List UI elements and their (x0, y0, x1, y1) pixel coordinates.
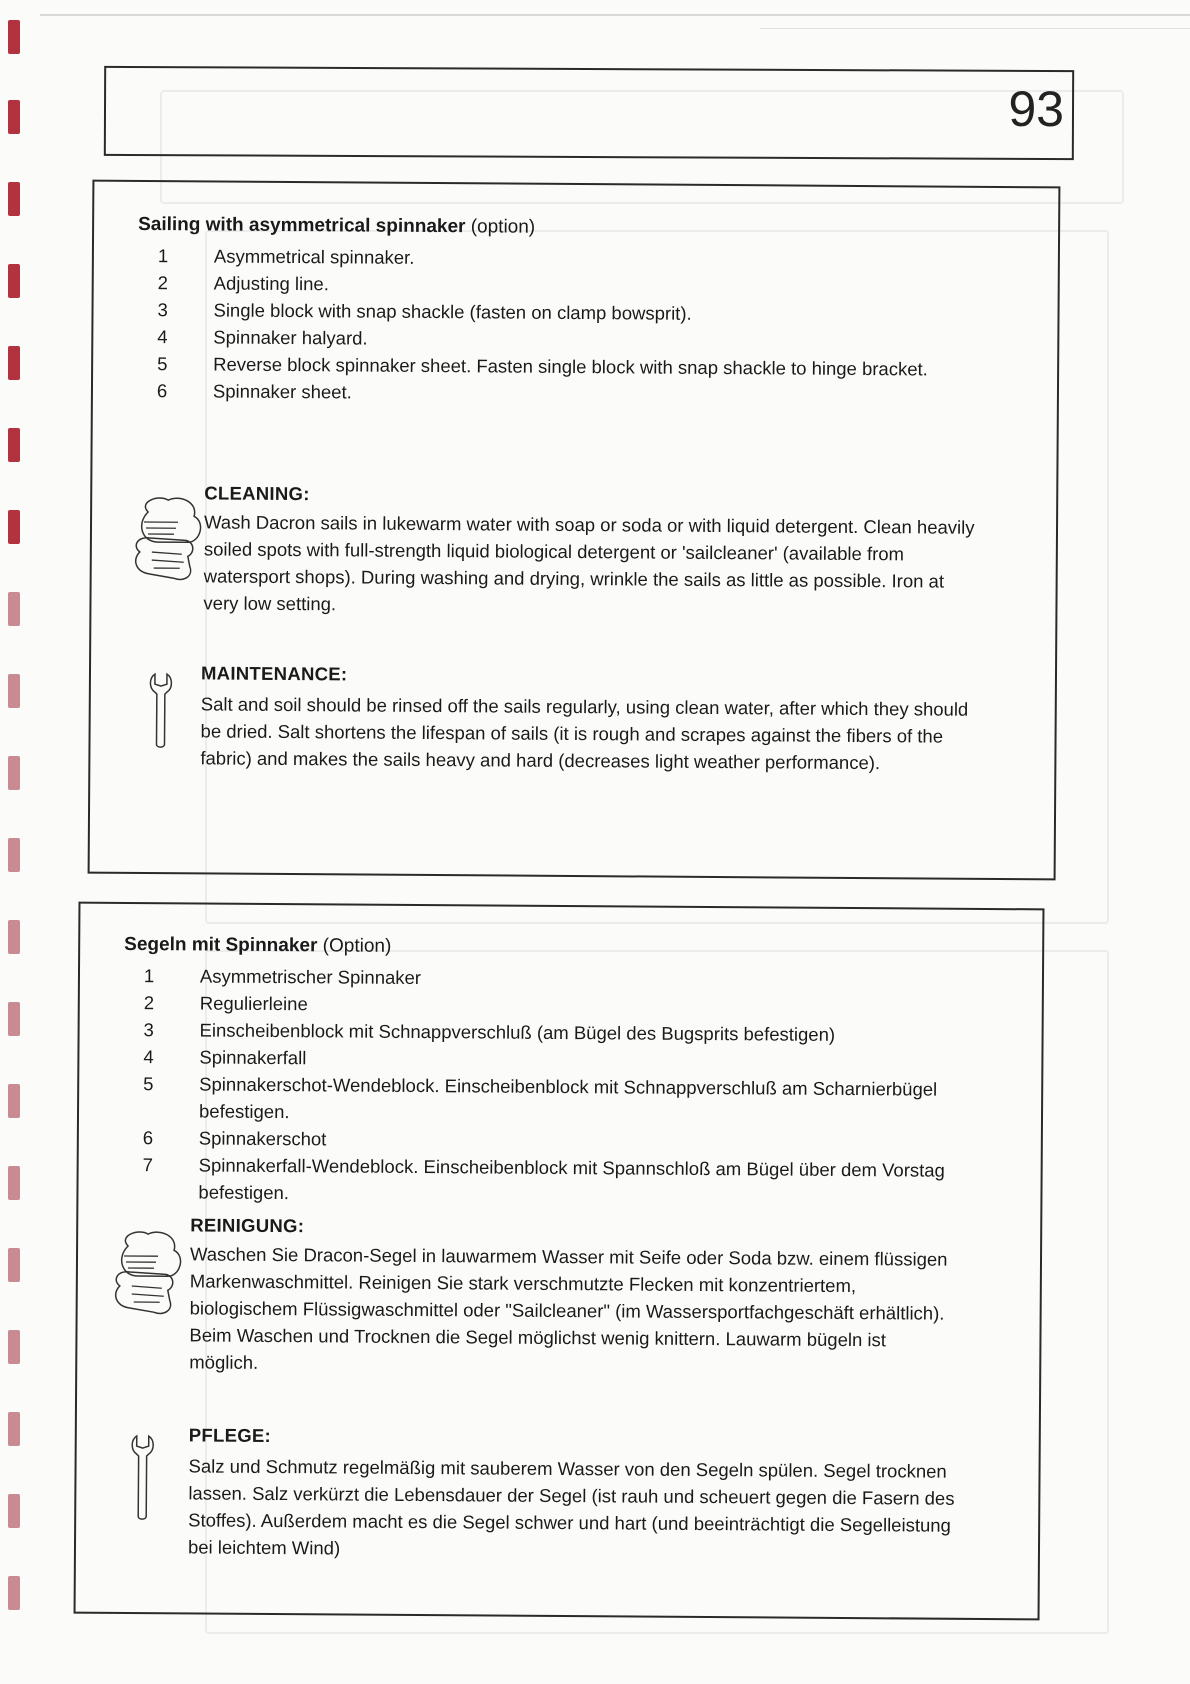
english-section (88, 180, 1061, 881)
item-number: 1 (143, 965, 155, 987)
header-box (104, 66, 1074, 160)
item-number: 7 (142, 1154, 154, 1176)
binding-hole (8, 1330, 20, 1364)
item-number: 5 (157, 353, 168, 375)
binding-hole (8, 1576, 20, 1610)
section-title (138, 214, 535, 239)
item-text: Einscheibenblock mit Schnappverschluß (am Bügel des Bugsprits befestigen) (199, 1019, 836, 1045)
section-title-bold: Sailing with asymmetrical spinnaker (138, 213, 466, 238)
binding-hole (8, 100, 20, 134)
item-number: 2 (143, 992, 155, 1014)
item-text: Asymmetrischer Spinnaker (199, 965, 422, 989)
maintenance-heading: MAINTENANCE: (200, 662, 348, 685)
binding-hole (8, 756, 20, 790)
binding-hole (8, 428, 20, 462)
german-section (74, 902, 1045, 1621)
binding-hole (8, 1248, 20, 1282)
maintenance-text: Salt and soil should be rinsed off the sails regularly, using clean water, after which they should be dried. Salt shortens the lifespan of sails (it is rough and scrapes against the fibers of the fabric) and makes the sails heavy and hard (decreases light weather performance). (200, 693, 969, 774)
item-text: Spinnaker halyard. (213, 326, 368, 349)
binding-hole (8, 1166, 20, 1200)
section-title-suffix: (Option) (322, 935, 392, 957)
binding-hole (8, 838, 20, 872)
item-number: 5 (143, 1073, 154, 1095)
wrench-icon (128, 1432, 159, 1522)
page-number: 93 (1008, 80, 1065, 138)
cleaning-text: Waschen Sie Dracon-Segel in lauwarmem Wasser mit Seife oder Soda bzw. einem flüssigen Markenwaschmittel. Reinigen Sie stark verschmutzte Flecken mit konzentriertem, biologischem Flüssigwaschmittel oder "Sailcleaner" (im Wassersportfachgeschäft erhältlich). Beim Waschen und Trocknen die Segel möglichst wenig knittern. Lauwarm bügeln ist möglich. (189, 1243, 948, 1373)
cleaning-heading: CLEANING: (204, 482, 310, 505)
binding-hole (8, 1084, 20, 1118)
item-number: 6 (156, 380, 168, 402)
care-heading: PFLEGE: (188, 1424, 272, 1446)
cleaning-text: Wash Dacron sails in lukewarm water with soap or soda or with liquid detergent. Clean heavily soiled spots with full-strength liquid biological detergent or 'sailcleaner' (available from watersport shops). During washing and drying, wrinkle the sails as little as possible. Iron at very low setting. (203, 511, 975, 615)
wrench-icon (146, 670, 177, 750)
item-number: 3 (143, 1019, 154, 1041)
binding-hole (8, 264, 20, 298)
item-number: 1 (157, 245, 169, 267)
cleaning-heading: REINIGUNG: (190, 1214, 305, 1237)
care-text: Salz und Schmutz regelmäßig mit sauberem Wasser von den Segeln spülen. Segel trocknen lassen. Salz verkürzt die Lebensdauer der Segel (ist rauh und scheuert gegen die Fasern des Stoffes). Außerdem macht es die Segel schwer und hart (und beeinträchtigt die Segelleistung bei leichtem Wind) (187, 1455, 955, 1559)
item-text: Reverse block spinnaker sheet. Fasten single block with snap shackle to hinge bracket. (213, 353, 928, 380)
item-number: 2 (157, 272, 169, 294)
item-text: Spinnakerschot-Wendeblock. Einscheibenblock mit Schnappverschluß am Scharnierbügel befestigen. (198, 1073, 938, 1123)
binding-hole (8, 920, 20, 954)
item-text: Adjusting line. (213, 272, 329, 295)
item-number: 4 (157, 326, 168, 348)
item-number: 3 (157, 299, 168, 321)
washing-hands-icon (108, 1226, 189, 1319)
section-title-bold: Segeln mit Spinnaker (124, 933, 318, 957)
binding-hole (8, 1002, 20, 1036)
item-text: Single block with snap shackle (fasten on clamp bowsprit). (213, 299, 692, 324)
section-title (124, 934, 391, 958)
binding-hole (8, 1412, 20, 1446)
item-number: 6 (142, 1127, 154, 1149)
washing-hands-icon (128, 492, 209, 585)
item-text: Spinnaker sheet. (212, 380, 352, 403)
parts-list (133, 242, 1014, 410)
item-text: Spinnakerschot (198, 1127, 327, 1150)
page-edge (760, 28, 1190, 29)
page-edge (40, 14, 1190, 16)
item-text: Regulierleine (199, 992, 308, 1015)
binding-hole (8, 674, 20, 708)
binding-hole (8, 510, 20, 544)
parts-list (118, 962, 1000, 1211)
list-item (119, 1070, 999, 1130)
binding-holes (0, 0, 30, 1684)
list-item (133, 377, 1013, 410)
list-item (118, 1151, 998, 1211)
binding-hole (8, 1494, 20, 1528)
item-text: Spinnakerfall-Wendeblock. Einscheibenblock mit Spannschloß am Bügel über dem Vorstag befestigen. (198, 1154, 945, 1204)
item-text: Spinnakerfall (199, 1046, 307, 1069)
binding-hole (8, 346, 20, 380)
item-text: Asymmetrical spinnaker. (213, 245, 415, 268)
binding-hole (8, 182, 20, 216)
section-title-suffix: (option) (470, 216, 536, 238)
binding-hole (8, 592, 20, 626)
item-number: 4 (143, 1046, 154, 1068)
binding-hole (8, 20, 20, 54)
